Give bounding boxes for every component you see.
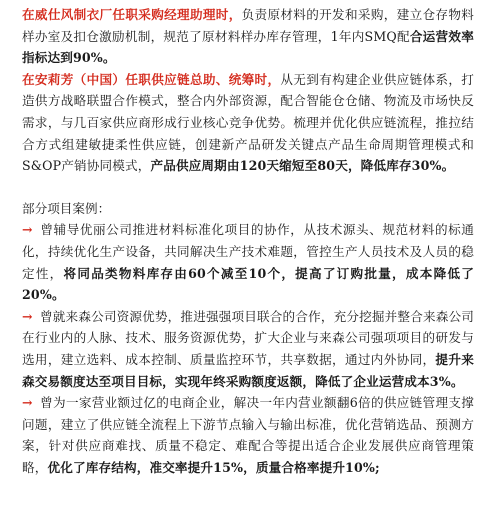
experience-paragraph-2: [22, 69, 474, 177]
arrow-icon: →: [22, 222, 33, 238]
experience-1-highlight: 在威仕风制衣厂任职采购经理助理时，: [22, 7, 242, 22]
case-item-3: [22, 392, 474, 478]
case-3-body: 曾为一家营业额过亿的电商企业，解决一年内营业额翻6倍的供应链管理支撑问题，建立了供应链全流程上下游节点输入与输出标准，优化营销选品、预测方案，针对供应商难找、质量不稳定、难配合等提出适合企业发展供应商管理策略，: [22, 395, 474, 475]
arrow-icon: →: [22, 395, 33, 411]
case-2-bold-tail: 提升来森交易额度达至项目目标，实现年终采购额度返额，降低了企业运营成本3%。: [22, 351, 474, 389]
case-2-body: 曾就来森公司资源优势，推进强强项目联合的合作，充分挖掘并整合来森公司在行业内的人脉、技术、服务资源优势，扩大企业与来森公司强项项目的研发与选用，建立选料、成本控制、质量监控环节，共享数据，通过内外协同，: [22, 308, 474, 367]
case-item-2: [22, 306, 474, 392]
experience-1-body: 负责原材料的开发和采购，建立仓存物料样办室及扣仓激励机制，规范了原材料样办库存管理，1年内SMQ配: [22, 7, 474, 44]
experience-2-body: 从无到有构建企业供应链体系，打造供方战略联盟合作模式，整合内外部资源，配合智能仓仓储、物流及市场快反需求，与几百家供应商形成行业核心竞争优势。梳理并优化供应链流程，推拉结合方式组建敏捷柔性供应链，创建新产品研发关键点产品生命周期管理模式和S&OP产销协同模式，: [22, 71, 475, 174]
arrow-icon: →: [22, 308, 33, 324]
section-title: 部分项目案例：: [22, 200, 111, 216]
experience-1-bold-tail: 合运营效率指标达到90%。: [22, 28, 474, 66]
case-3-bold-tail: 优化了库存结构，准交率提升15%，质量合格率提升10%;: [47, 459, 380, 475]
experience-2-highlight: 在安莉芳（中国）任职供应链总助、统筹时，: [22, 71, 281, 87]
case-1-body: 曾辅导优丽公司推进材料标准化项目的协作，从技术源头、规范材料的标通化，持续优化生产设备，共同解决生产技术难题，管控生产人员技术及人员的稳定性，: [22, 222, 474, 281]
spacer: [22, 177, 474, 198]
case-item-1: [22, 219, 474, 305]
experience-paragraph-1: [22, 4, 474, 69]
case-1-bold-tail: 将同品类物料库存由60个减至10个，提高了订购批量，成本降低了20%。: [22, 265, 475, 303]
experience-2-bold-tail: 产品供应周期由120天缩短至80天，降低库存30%。: [150, 158, 455, 174]
